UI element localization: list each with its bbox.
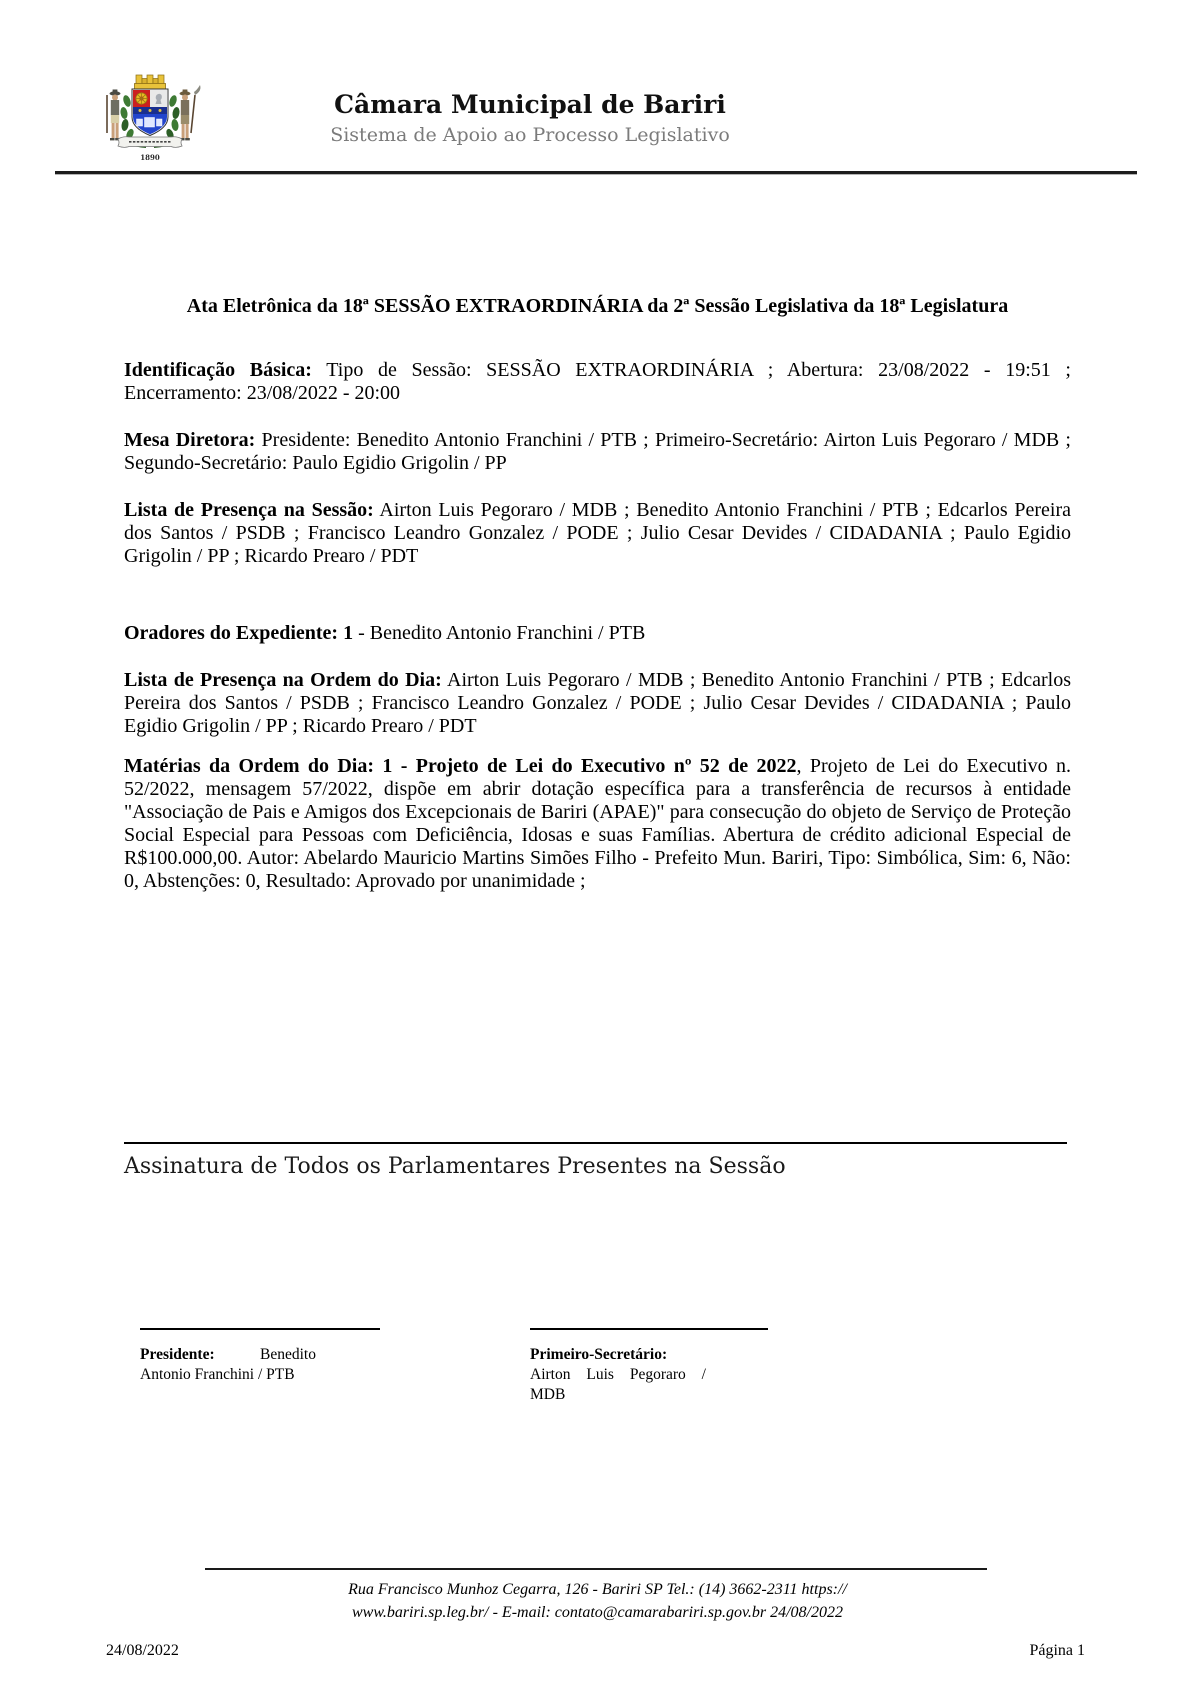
signature-section-divider	[124, 1142, 1067, 1144]
signature-text	[140, 1345, 316, 1385]
footer-address-line2: www.bariri.sp.leg.br/ - E-mail: contato@camarabariri.sp.gov.br 24/08/2022	[351, 1604, 843, 1621]
signature-section-heading: Assinatura de Todos os Parlamentares Presentes na Sessão	[124, 1154, 786, 1179]
paragraph-mesa-diretora	[124, 429, 1071, 475]
document-body	[124, 294, 1071, 917]
signature-line	[530, 1328, 768, 1330]
paragraph-text: Presidente: Benedito Antonio Franchini / PTB ; Primeiro-Secretário: Airton Luis Pegoraro / MDB ; Segundo-Secretário: Paulo Egidio Grigolin / PP	[124, 429, 1071, 474]
paragraph-text: Tipo de Sessão: SESSÃO EXTRAORDINÁRIA ; Abertura: 23/08/2022 - 19:51 ; Encerramento: 23/08/2022 - 20:00	[124, 359, 1071, 404]
bariri-coat-of-arms-logo	[96, 71, 206, 167]
footer-page-number: Página 1	[1029, 1642, 1085, 1659]
mural-crown	[135, 75, 166, 89]
paragraph-identificacao-basica	[124, 359, 1071, 405]
footer-address-line1: Rua Francisco Munhoz Cegarra, 126 - Bariri SP Tel.: (14) 3662-2311 https://	[348, 1581, 847, 1598]
header-titles	[230, 90, 830, 147]
signature-role-label: Presidente:	[140, 1346, 215, 1363]
header-divider	[55, 171, 1137, 175]
paragraph-text: - Benedito Antonio Franchini / PTB	[353, 622, 646, 644]
left-supporter-figure	[107, 90, 121, 141]
signature-role-label: Primeiro-Secretário:	[530, 1346, 668, 1363]
paragraph-materias-ordem-dia	[124, 755, 1071, 893]
logo-year-label: 1890	[140, 153, 160, 162]
right-supporter-figure	[180, 85, 201, 140]
footer-date: 24/08/2022	[106, 1642, 179, 1659]
paragraph-oradores-expediente	[124, 622, 1071, 645]
paragraph-label: Mesa Diretora:	[124, 429, 256, 451]
paragraph-text: Airton Luis Pegoraro / MDB ; Benedito Antonio Franchini / PTB ; Edcarlos Pereira dos Santos / PSDB ; Francisco Leandro Gonzalez / PODE ; Julio Cesar Devides / CIDADANIA ; Paulo Egidio Grigolin / PP ; Ricardo Prearo / PDT	[124, 499, 1071, 567]
signature-block-presidente	[140, 1328, 380, 1385]
signature-text	[530, 1345, 706, 1405]
signature-block-primeiro-secretario	[530, 1328, 768, 1405]
footer-address	[124, 1578, 1071, 1624]
paragraph-lista-presenca-ordem-dia	[124, 669, 1071, 738]
paragraph-label: Lista de Presença na Ordem do Dia:	[124, 669, 442, 691]
signature-name: Benedito Antonio Franchini / PTB	[140, 1346, 316, 1383]
paragraph-lista-presenca-sessao	[124, 499, 1071, 568]
signature-line	[140, 1328, 380, 1330]
paragraph-text: , Projeto de Lei do Executivo n. 52/2022, mensagem 57/2022, dispõe em abrir dotação específica para a transferência de recursos à entidade "Associação de Pais e Amigos dos Excepcionais de Bariri (APAE)" para consecução do objeto de Serviço de Proteção Social Especial para Pessoas com Deficiência, Idosas e suas Famílias. Abertura de crédito adicional Especial de R$100.000,00. Autor: Abelardo Mauricio Martins Simões Filho - Prefeito Mun. Bariri, Tipo: Simbólica, Sim: 6, Não: 0, Abstenções: 0, Resultado: Aprovado por unanimidade ;	[124, 755, 1071, 892]
paragraph-label: Matérias da Ordem do Dia: 1 - Projeto de Lei do Executivo nº 52 de 2022	[124, 755, 797, 777]
document-title: Ata Eletrônica da 18ª SESSÃO EXTRAORDINÁRIA da 2ª Sessão Legislativa da 18ª Legislatura	[186, 295, 1009, 317]
paragraph-label: Identificação Básica:	[124, 359, 312, 381]
system-subtitle: Sistema de Apoio ao Processo Legislativo	[330, 124, 730, 146]
motto-scroll	[118, 137, 182, 148]
paragraph-label: Lista de Presença na Sessão:	[124, 499, 374, 521]
footer-divider	[205, 1568, 987, 1570]
paragraph-text: Airton Luis Pegoraro / MDB ; Benedito Antonio Franchini / PTB ; Edcarlos Pereira dos Santos / PSDB ; Francisco Leandro Gonzalez / PODE ; Julio Cesar Devides / CIDADANIA ; Paulo Egidio Grigolin / PP ; Ricardo Prearo / PDT	[124, 669, 1072, 737]
paragraph-label: Oradores do Expediente: 1	[124, 622, 354, 644]
shield	[132, 89, 168, 136]
signature-name: Airton Luis Pegoraro / MDB	[530, 1366, 706, 1403]
org-title: Câmara Municipal de Bariri	[334, 90, 726, 119]
